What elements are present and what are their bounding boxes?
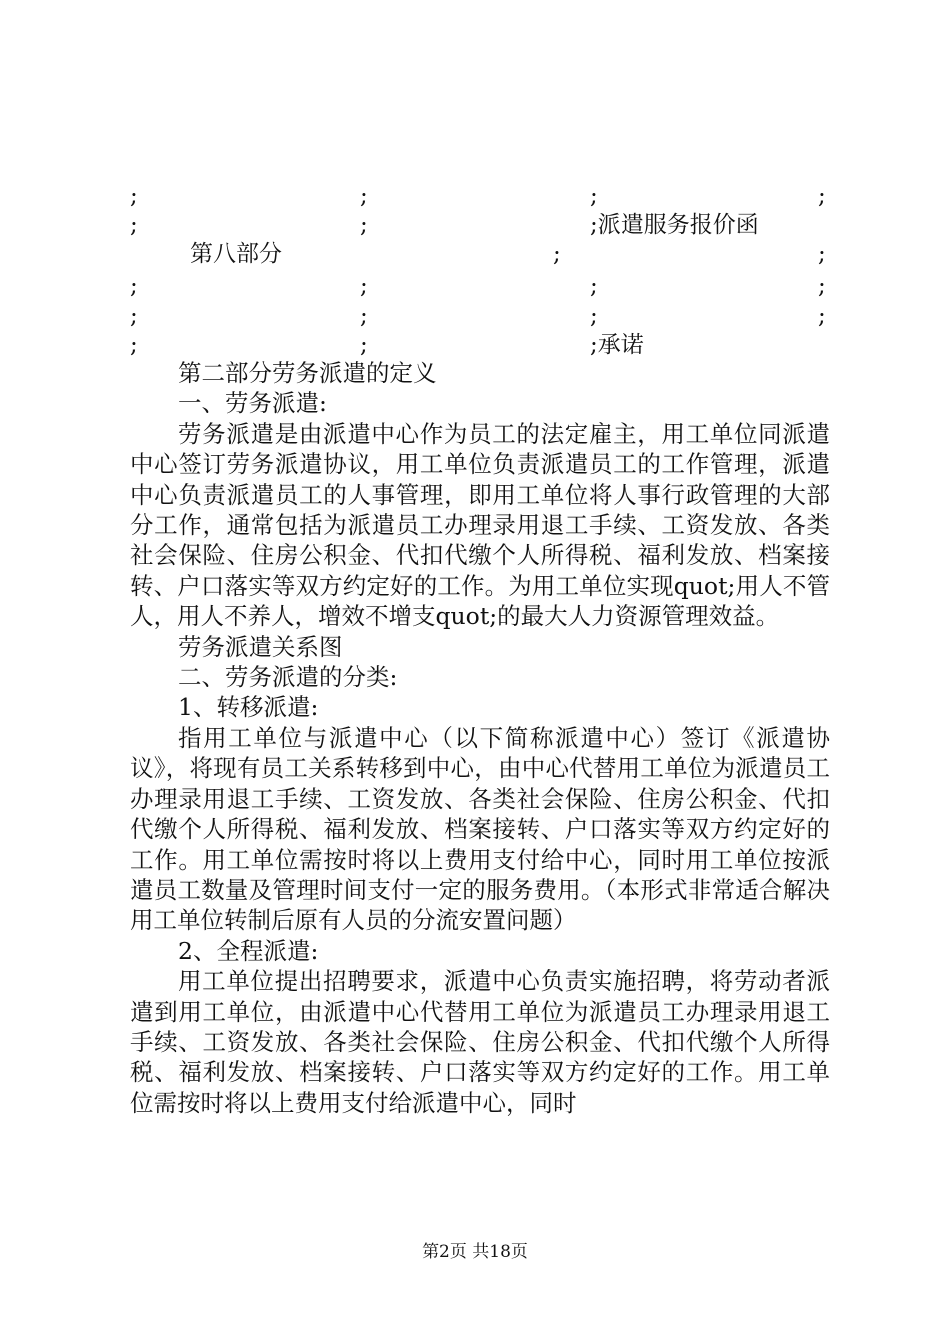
row-cell: ; [818, 273, 826, 299]
figure-caption: 劳务派遣关系图 [178, 632, 343, 661]
row-cell: ; [553, 241, 561, 267]
row-cell: ; [360, 183, 368, 209]
row-cell: ; [590, 273, 598, 299]
page-footer: 第2页 共18页 [422, 1242, 528, 1262]
paragraph: 用工单位提出招聘要求，派遣中心负责实施招聘，将劳动者派遣到用工单位，由派遣中心代替用工单位为派遣员工办理录用退工手续、工资发放、各类社会保险、住房公积金、代扣代缴个人所得税、福利发放、档案接转、户口落实等双方约定好的工作。用工单位需按时将以上费用支付给派遣中心，同时 [130, 967, 830, 1117]
section-heading: 第二部分劳务派遣的定义 [178, 359, 437, 387]
row-cell: ; [360, 303, 368, 329]
header-row-5 [0, 302, 950, 330]
subheading: 二、劳务派遣的分类: [178, 663, 398, 692]
paragraph: 指用工单位与派遣中心（以下简称派遣中心）签订《派遣协议》，将现有员工关系转移到中心，由中心代替用工单位为派遣员工办理录用退工手续、工资发放、各类社会保险、住房公积金、代扣代缴个人所得税、福利发放、档案接转、户口落实等双方约定好的工作。用工单位需按时将以上费用支付给中心，同时用工单位按派遣员工数量及管理时间支付一定的服务费用。（本形式非常适合解决用工单位转制后原有人员的分流安置问题） [130, 723, 830, 935]
body-text [130, 358, 830, 1118]
row-cell: ; [130, 332, 138, 358]
row-cell: ; [590, 183, 598, 209]
row-cell: ; [590, 303, 598, 329]
paragraph: 劳务派遣是由派遣中心作为员工的法定雇主，用工单位同派遣中心签订劳务派遣协议，用工单位负责派遣员工的工作管理，派遣中心负责派遣员工的人事管理，即用工单位将人事行政管理的大部分工作，通常包括为派遣员工办理录用退工手续、工资发放、各类社会保险、住房公积金、代扣代缴个人所得税、福利发放、档案接转、户口落实等双方约定好的工作。为用工单位实现quot;用人不管人，用人不养人，增效不增支quot;的最大人力资源管理效益。 [130, 419, 830, 631]
row-cell: ; [818, 241, 826, 267]
section-label: 第八部分 [190, 241, 282, 267]
header-row-6 [0, 331, 950, 359]
header-row-4 [0, 272, 950, 300]
row-cell: ; [130, 273, 138, 299]
subheading: 一、劳务派遣: [178, 389, 327, 418]
row-cell: ; [818, 303, 826, 329]
row-cell: ; [130, 303, 138, 329]
row-cell: ; [360, 273, 368, 299]
header-row-3 [0, 240, 950, 268]
row-cell: ;派遣服务报价函 [590, 212, 759, 238]
subheading: 2、全程派遣: [178, 936, 319, 965]
row-cell: ; [360, 332, 368, 358]
row-cell: ; [130, 183, 138, 209]
row-cell: ; [818, 183, 826, 209]
subheading: 1、转移派遣: [178, 693, 319, 722]
header-row-1 [0, 182, 950, 210]
row-cell: ; [130, 212, 138, 238]
header-row-2 [0, 211, 950, 239]
row-cell: ; [360, 212, 368, 238]
row-cell: ;承诺 [590, 332, 644, 358]
